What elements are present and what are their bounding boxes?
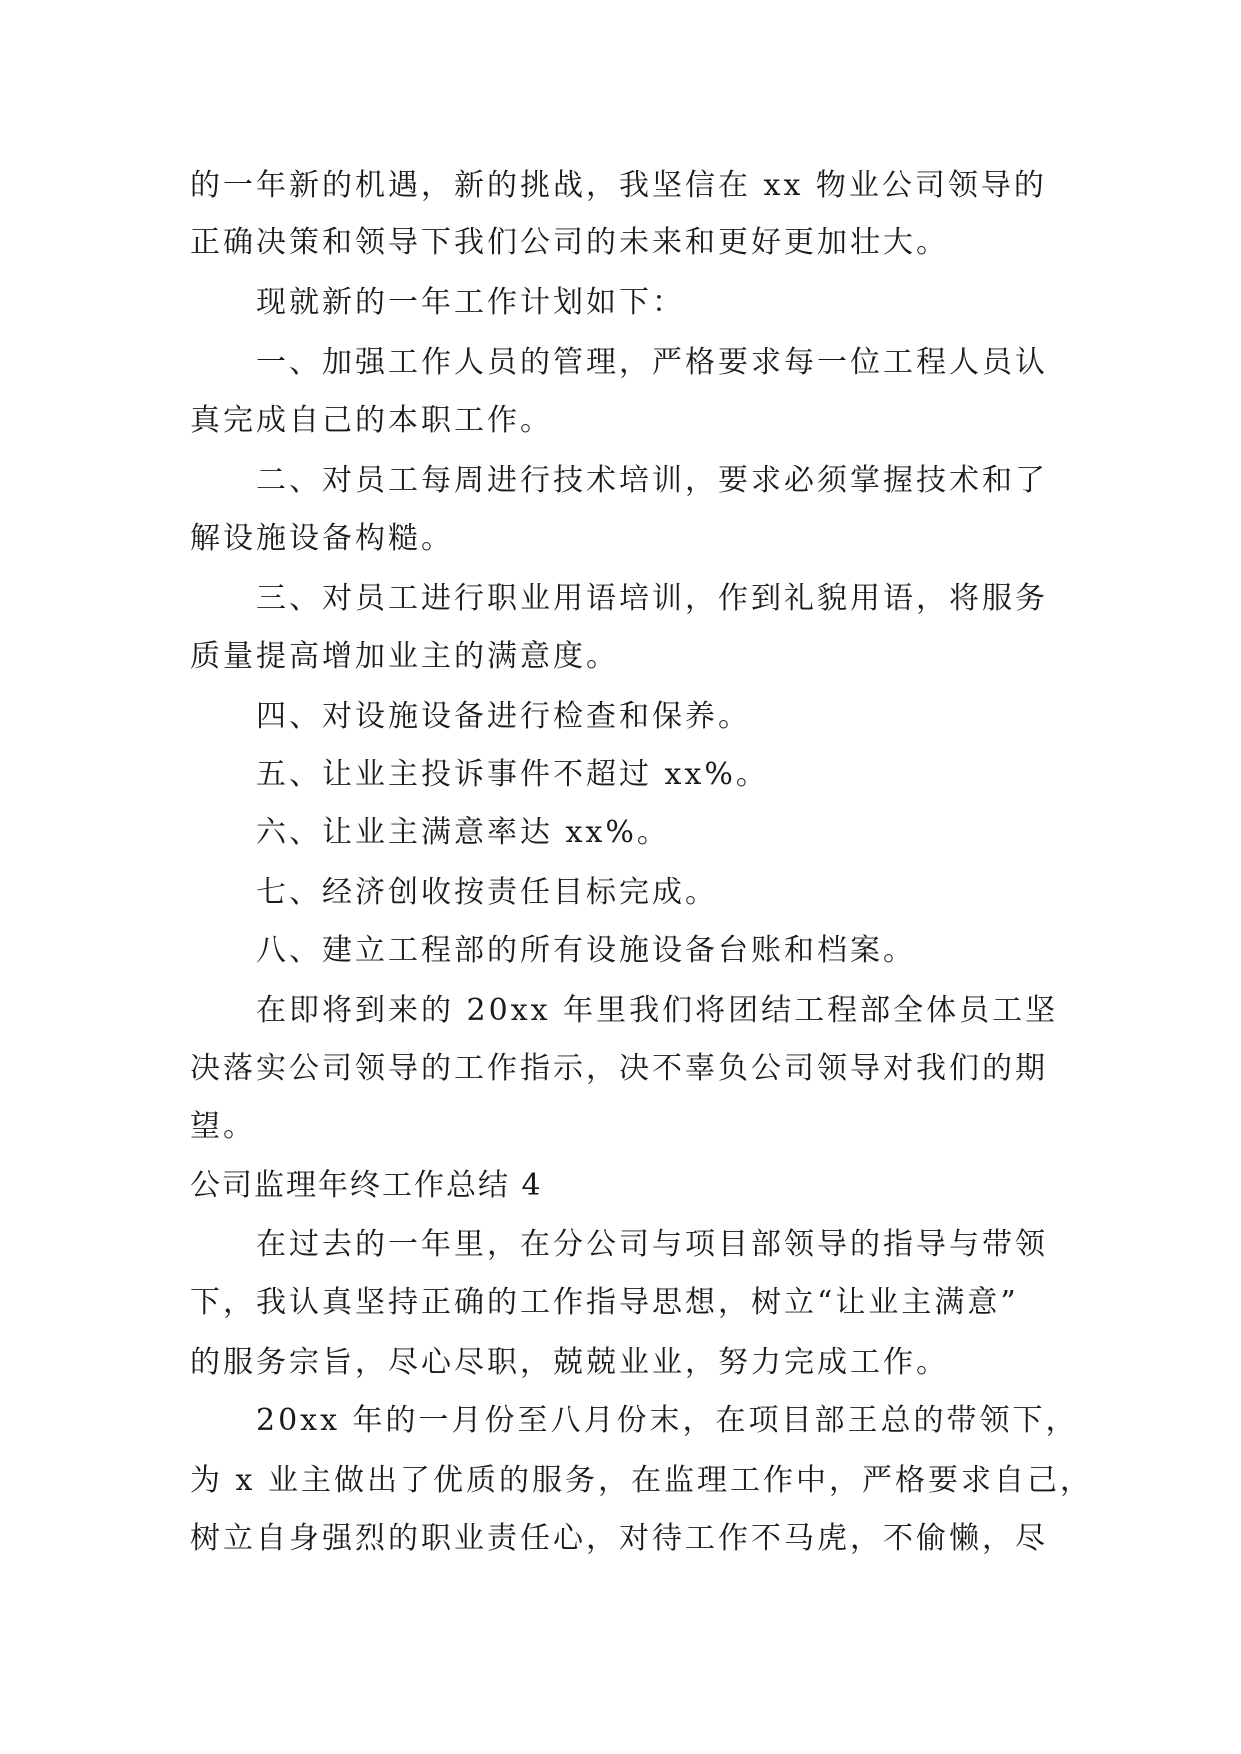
paragraph-line: 的一年新的机遇，新的挑战，我坚信在 xx 物业公司领导的 — [190, 168, 1047, 203]
list-item-line: 质量提高增加业主的满意度。 — [190, 639, 619, 674]
list-item-line: 真完成自己的本职工作。 — [190, 403, 553, 438]
paragraph-line: 在过去的一年里，在分公司与项目部领导的指导与带领 — [256, 1227, 1048, 1262]
paragraph-line: 树立自身强烈的职业责任心，对待工作不马虎，不偷懒，尽 — [190, 1521, 1048, 1556]
list-item-line: 二、对员工每周进行技术培训，要求必须掌握技术和了 — [256, 463, 1048, 498]
paragraph-line: 20xx 年的一月份至八月份末，在项目部王总的带领下， — [256, 1403, 1079, 1438]
paragraph-line: 正确决策和领导下我们公司的未来和更好更加壮大。 — [190, 225, 949, 260]
paragraph-line: 为 x 业主做出了优质的服务，在监理工作中，严格要求自己， — [190, 1463, 1093, 1498]
list-item-line: 八、建立工程部的所有设施设备台账和档案。 — [256, 933, 916, 968]
paragraph-line: 现就新的一年工作计划如下： — [256, 285, 685, 320]
paragraph-line: 在即将到来的 20xx 年里我们将团结工程部全体员工坚 — [256, 993, 1059, 1028]
list-item-line: 七、经济创收按责任目标完成。 — [256, 875, 718, 910]
paragraph-line: 下，我认真坚持正确的工作指导思想，树立“让业主满意” — [190, 1285, 1019, 1320]
paragraph-line: 望。 — [190, 1109, 256, 1144]
list-item-line: 解设施设备构糙。 — [190, 521, 454, 556]
list-item-line: 一、加强工作人员的管理，严格要求每一位工程人员认 — [256, 345, 1048, 380]
list-item-line: 三、对员工进行职业用语培训，作到礼貌用语，将服务 — [256, 581, 1048, 616]
paragraph-line: 的服务宗旨，尽心尽职，兢兢业业，努力完成工作。 — [190, 1345, 949, 1380]
list-item-line: 六、让业主满意率达 xx%。 — [256, 815, 670, 850]
list-item-line: 四、对设施设备进行检查和保养。 — [256, 699, 751, 734]
paragraph-line: 决落实公司领导的工作指示，决不辜负公司领导对我们的期 — [190, 1051, 1048, 1086]
section-heading: 公司监理年终工作总结 4 — [190, 1168, 543, 1203]
list-item-line: 五、让业主投诉事件不超过 xx%。 — [256, 757, 769, 792]
